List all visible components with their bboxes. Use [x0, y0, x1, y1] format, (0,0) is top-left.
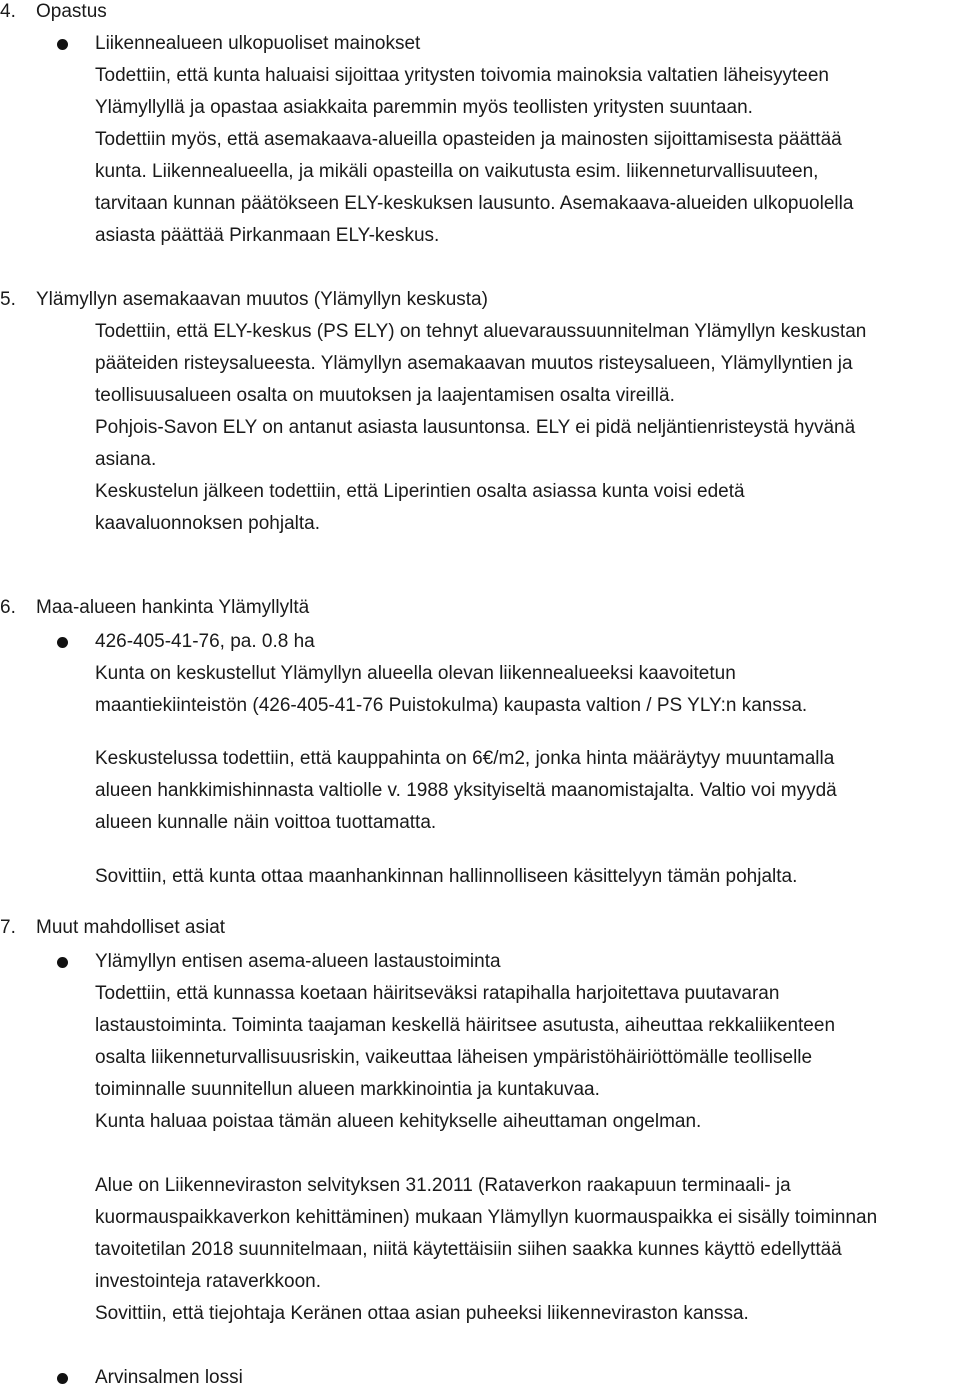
section-4-heading: Opastus — [36, 1, 107, 22]
paragraph-line: pääteiden risteysalueesta. Ylämyllyn asemakaavan muutos risteysalueen, Ylämyllyntien ja — [95, 353, 853, 374]
paragraph-line: Kunta haluaa poistaa tämän alueen kehitykselle aiheuttaman ongelman. — [95, 1111, 702, 1132]
paragraph-line: Todettiin, että ELY-keskus (PS ELY) on tehnyt aluevaraussuunnitelman Ylämyllyn keskustan — [95, 321, 867, 342]
paragraph-line: Sovittiin, että tiejohtaja Keränen ottaa asian puheeksi liikenneviraston kanssa. — [95, 1303, 749, 1324]
bullet-title: Liikennealueen ulkopuoliset mainokset — [95, 33, 421, 54]
bullet-title: 426-405-41-76, pa. 0.8 ha — [95, 631, 315, 652]
paragraph-line: Keskustelun jälkeen todettiin, että Liperintien osalta asiassa kunta voisi edetä — [95, 481, 745, 502]
bullet-icon — [57, 1373, 68, 1384]
paragraph-line: Keskustelussa todettiin, että kauppahinta on 6€/m2, jonka hinta määräytyy muuntamalla — [95, 748, 835, 769]
paragraph-line: Todettiin myös, että asemakaava-alueilla opasteiden ja mainosten sijoittamisesta päättää — [95, 129, 842, 150]
paragraph-line: maantiekiinteistön (426-405-41-76 Puistokulma) kaupasta valtion / PS YLY:n kanssa. — [95, 695, 808, 716]
paragraph-line: asiana. — [95, 449, 157, 470]
paragraph-line: lastaustoiminta. Toiminta taajaman keskellä häiritsee asutusta, aiheuttaa rekkaliikenteen — [95, 1015, 836, 1036]
bullet-icon — [57, 637, 68, 648]
section-6-number: 6. — [0, 597, 16, 618]
paragraph-line: Pohjois-Savon ELY on antanut asiasta lausuntonsa. ELY ei pidä neljäntienristeystä hyvänä — [95, 417, 856, 438]
section-7-heading: Muut mahdolliset asiat — [36, 917, 226, 938]
bullet-icon — [57, 957, 68, 968]
paragraph-line: Todettiin, että kunta haluaisi sijoittaa yritysten toivomia mainoksia valtatien läheisyyteen — [95, 65, 829, 86]
section-6-heading: Maa-alueen hankinta Ylämyllyltä — [36, 597, 310, 618]
bullet-icon — [57, 39, 68, 50]
bullet-title: Ylämyllyn entisen asema-alueen lastaustoiminta — [95, 951, 501, 972]
section-7-number: 7. — [0, 917, 16, 938]
paragraph-line: tarvitaan kunnan päätökseen ELY-keskuksen lausunto. Asemakaava-alueiden ulkopuolella — [95, 193, 854, 214]
paragraph-line: Sovittiin, että kunta ottaa maanhankinnan hallinnolliseen käsittelyyn tämän pohjalta. — [95, 866, 798, 887]
paragraph-line: Ylämyllyllä ja opastaa asiakkaita paremmin myös teollisten yritysten suuntaan. — [95, 97, 753, 118]
paragraph-line: Todettiin, että kunnassa koetaan häiritseväksi ratapihalla harjoitettava puutavaran — [95, 983, 780, 1004]
paragraph-line: kuormauspaikkaverkon kehittäminen) mukaan Ylämyllyn kuormauspaikka ei sisälly toiminnan — [95, 1207, 878, 1228]
paragraph-line: alueen hankkimishinnasta valtiolle v. 1988 yksityiseltä maanomistajalta. Valtio voi myydä — [95, 780, 837, 801]
paragraph-line: Kunta on keskustellut Ylämyllyn alueella olevan liikennealueeksi kaavoitetun — [95, 663, 736, 684]
paragraph-line: teollisuusalueen osalta on muutoksen ja laajentamisen osalta vireillä. — [95, 385, 675, 406]
paragraph-line: kunta. Liikennealueella, ja mikäli opasteilla on vaikutusta esim. liikenneturvallisuuteen, — [95, 161, 819, 182]
paragraph-line: investointeja rataverkkoon. — [95, 1271, 322, 1292]
paragraph-line: alueen kunnalle näin voittoa tuottamatta. — [95, 812, 437, 833]
paragraph-line: kaavaluonnoksen pohjalta. — [95, 513, 321, 534]
section-5-heading: Ylämyllyn asemakaavan muutos (Ylämyllyn keskusta) — [36, 289, 488, 310]
paragraph-line: asiasta päättää Pirkanmaan ELY-keskus. — [95, 225, 440, 246]
paragraph-line: osalta liikenneturvallisuusriskin, vaikeuttaa läheisen ympäristöhäiriöttömälle teolliselle — [95, 1047, 813, 1068]
paragraph-line: Alue on Liikenneviraston selvityksen 31.2011 (Rataverkon raakapuun terminaali- ja — [95, 1175, 791, 1196]
paragraph-line: toiminnalle suunnitellun alueen markkinointia ja kuntakuvaa. — [95, 1079, 600, 1100]
section-5-number: 5. — [0, 289, 16, 310]
bullet-title: Arvinsalmen lossi — [95, 1367, 243, 1388]
section-4-number: 4. — [0, 1, 16, 22]
paragraph-line: tavoitetilan 2018 suunnitelmaan, niitä käytettäisiin siihen saakka kunnes käyttö edellyttää — [95, 1239, 842, 1260]
